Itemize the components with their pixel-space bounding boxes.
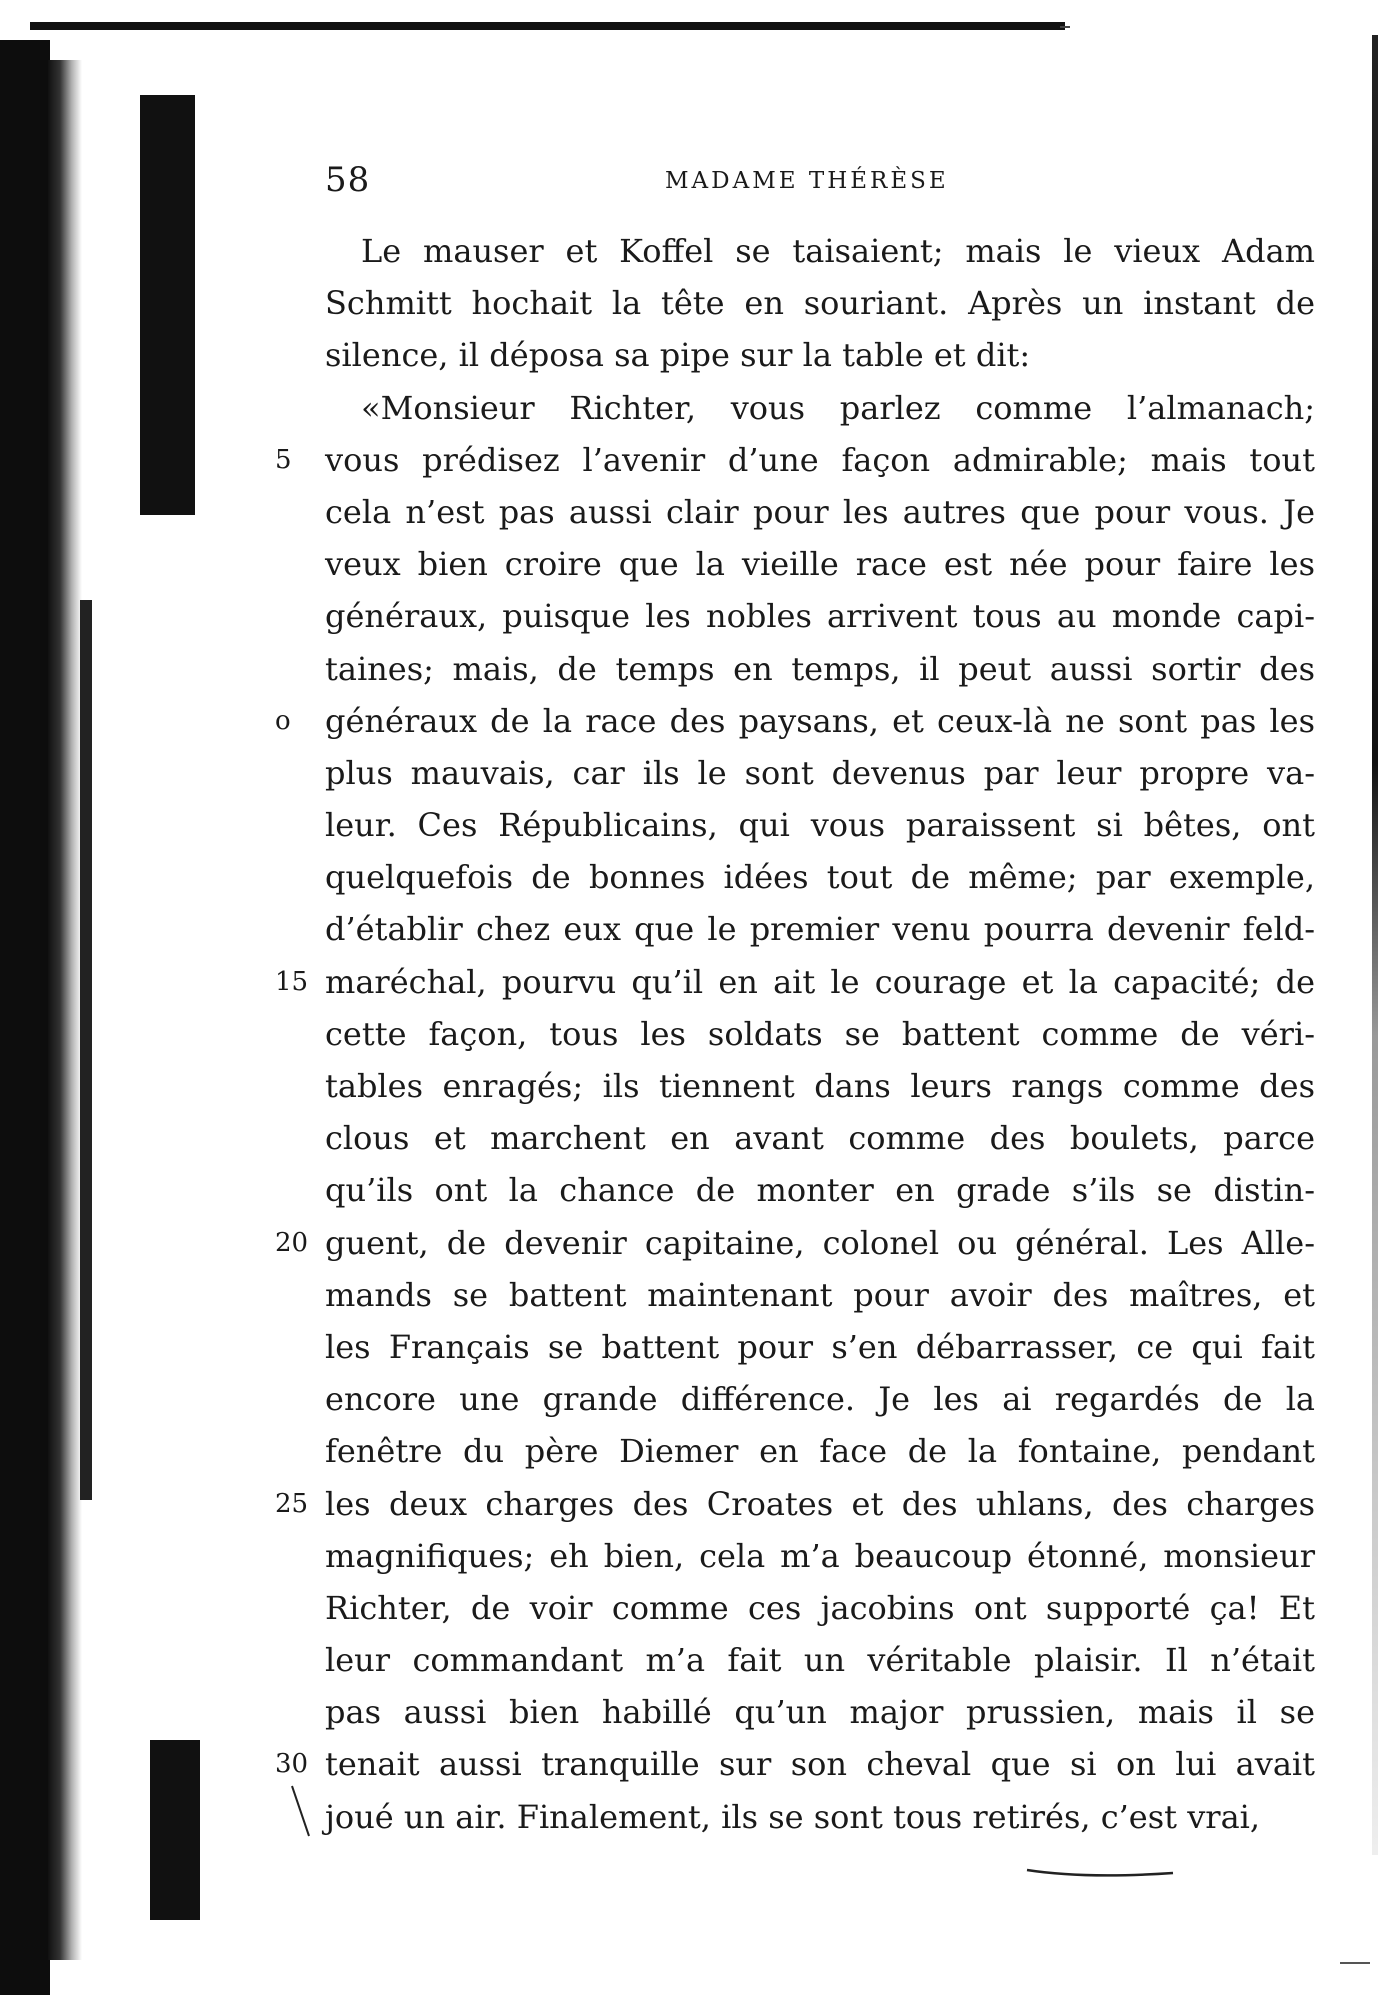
text-line-content: vous prédisez l’avenir d’une façon admirable; mais tout: [325, 440, 1315, 479]
page-header: [325, 160, 1325, 210]
text-line: [325, 747, 1315, 799]
line-number: 30: [275, 1749, 309, 1780]
text-line: [275, 956, 1315, 1008]
text-line: [325, 486, 1315, 538]
text-line: [325, 1112, 1315, 1164]
scan-binding-gradient: [48, 60, 82, 1960]
scan-top-border: [30, 22, 1065, 30]
text-line-content: leur. Ces Républicains, qui vous paraissent si bêtes, ont: [325, 806, 1315, 845]
running-title: MADAME THÉRÈSE: [665, 168, 949, 194]
scan-blot-lower: [150, 1740, 200, 1920]
text-line-content: clous et marchent en avant comme des boulets, parce: [325, 1119, 1315, 1158]
text-line: [325, 1269, 1315, 1321]
text-line-content: leur commandant m’a fait un véritable plaisir. Il n’était: [325, 1641, 1315, 1680]
text-line: [325, 1530, 1315, 1582]
text-line: [325, 903, 1315, 955]
text-line-content: quelquefois de bonnes idées tout de même; par exemple,: [325, 858, 1315, 897]
text-line-content: cela n’est pas aussi clair pour les autres que pour vous. Je: [325, 492, 1315, 531]
text-line-content: «Monsieur Richter, vous parlez comme l’almanach;: [361, 388, 1315, 427]
text-line: [325, 799, 1315, 851]
text-line: [325, 1791, 1315, 1843]
text-line-content: tenait aussi tranquille sur son cheval que si on lui avait: [325, 1745, 1315, 1784]
scan-right-edge: [1372, 35, 1378, 1855]
text-line-content: qu’ils ont la chance de monter en grade s’ils se distin-: [325, 1171, 1315, 1210]
text-line-content: magnifiques; eh bien, cela m’a beaucoup étonné, monsieur: [325, 1536, 1315, 1575]
text-line: [325, 277, 1315, 329]
text-line-content: tables enragés; ils tiennent dans leurs rangs comme des: [325, 1067, 1315, 1105]
text-line: [325, 382, 1315, 434]
scan-top-border-tail: [1060, 26, 1070, 28]
text-line-content: cette façon, tous les soldats se battent comme de véri-: [325, 1014, 1315, 1053]
text-line-content: Le mauser et Koffel se taisaient; mais le vieux Adam: [361, 232, 1315, 270]
text-line-content: guent, de devenir capitaine, colonel ou général. Les Alle-: [325, 1223, 1315, 1262]
text-line-content: maréchal, pourvu qu’il en ait le courage et la capacité; de: [325, 962, 1315, 1001]
text-line: [325, 1373, 1315, 1425]
text-line-content: silence, il déposa sa pipe sur la table et dit:: [325, 336, 1031, 375]
pencil-underline-mark: [1025, 1866, 1175, 1880]
text-line: [325, 1321, 1315, 1373]
text-line: [325, 1008, 1315, 1060]
line-number: 25: [275, 1488, 309, 1519]
text-line-content: fenêtre du père Diemer en face de la fontaine, pendant: [325, 1432, 1315, 1471]
text-line-content: généraux, puisque les nobles arrivent tous au monde capi-: [325, 597, 1315, 636]
body-text: [275, 225, 1315, 1843]
text-line-content: les Français se battent pour s’en débarrasser, ce qui fait: [325, 1327, 1315, 1366]
line-number: 5: [275, 444, 292, 475]
text-line: [325, 329, 1315, 381]
scan-streak: [80, 600, 92, 1500]
text-line: [325, 590, 1315, 642]
text-line-content: Schmitt hochait la tête en souriant. Après un instant de: [325, 284, 1315, 323]
text-line-content: joué un air. Finalement, ils se sont tous retirés, c’est vrai,: [325, 1797, 1261, 1836]
scan-binding-shadow: [0, 40, 50, 1995]
text-line: [325, 1060, 1315, 1112]
text-line-content: plus mauvais, car ils le sont devenus par leur propre va-: [325, 753, 1315, 792]
text-line-content: veux bien croire que la vieille race est née pour faire les: [325, 545, 1315, 584]
line-number: 15: [275, 966, 309, 997]
text-line: [275, 1478, 1315, 1530]
text-line: [325, 643, 1315, 695]
text-line-content: généraux de la race des paysans, et ceux-là ne sont pas les: [325, 701, 1315, 740]
text-line: [275, 1738, 1315, 1790]
line-number: o: [275, 705, 291, 736]
text-line-content: Richter, de voir comme ces jacobins ont supporté ça! Et: [325, 1588, 1315, 1627]
page-number: 58: [325, 160, 371, 200]
text-line-content: d’établir chez eux que le premier venu pourra devenir feld-: [325, 910, 1315, 949]
line-number: 20: [275, 1227, 309, 1258]
text-line: [275, 695, 1315, 747]
text-line: [325, 1634, 1315, 1686]
text-line: [325, 1582, 1315, 1634]
text-line-content: mands se battent maintenant pour avoir des maîtres, et: [325, 1275, 1315, 1314]
text-line: [325, 1164, 1315, 1216]
text-line: [325, 538, 1315, 590]
text-line-content: les deux charges des Croates et des uhlans, des charges: [325, 1484, 1315, 1523]
text-line: [325, 1686, 1315, 1738]
text-line-content: pas aussi bien habillé qu’un major prussien, mais il se: [325, 1693, 1315, 1732]
text-line: [275, 1217, 1315, 1269]
text-line: [325, 1425, 1315, 1477]
scan-bottom-mark: [1340, 1962, 1370, 1964]
text-line-content: encore une grande différence. Je les ai regardés de la: [325, 1380, 1315, 1419]
text-line: [325, 851, 1315, 903]
text-line-content: taines; mais, de temps en temps, il peut aussi sortir des: [325, 649, 1315, 688]
margin-slash-mark: [289, 1782, 313, 1842]
text-line: [325, 225, 1315, 277]
scan-blot-upper: [140, 95, 195, 515]
text-line: [275, 434, 1315, 486]
